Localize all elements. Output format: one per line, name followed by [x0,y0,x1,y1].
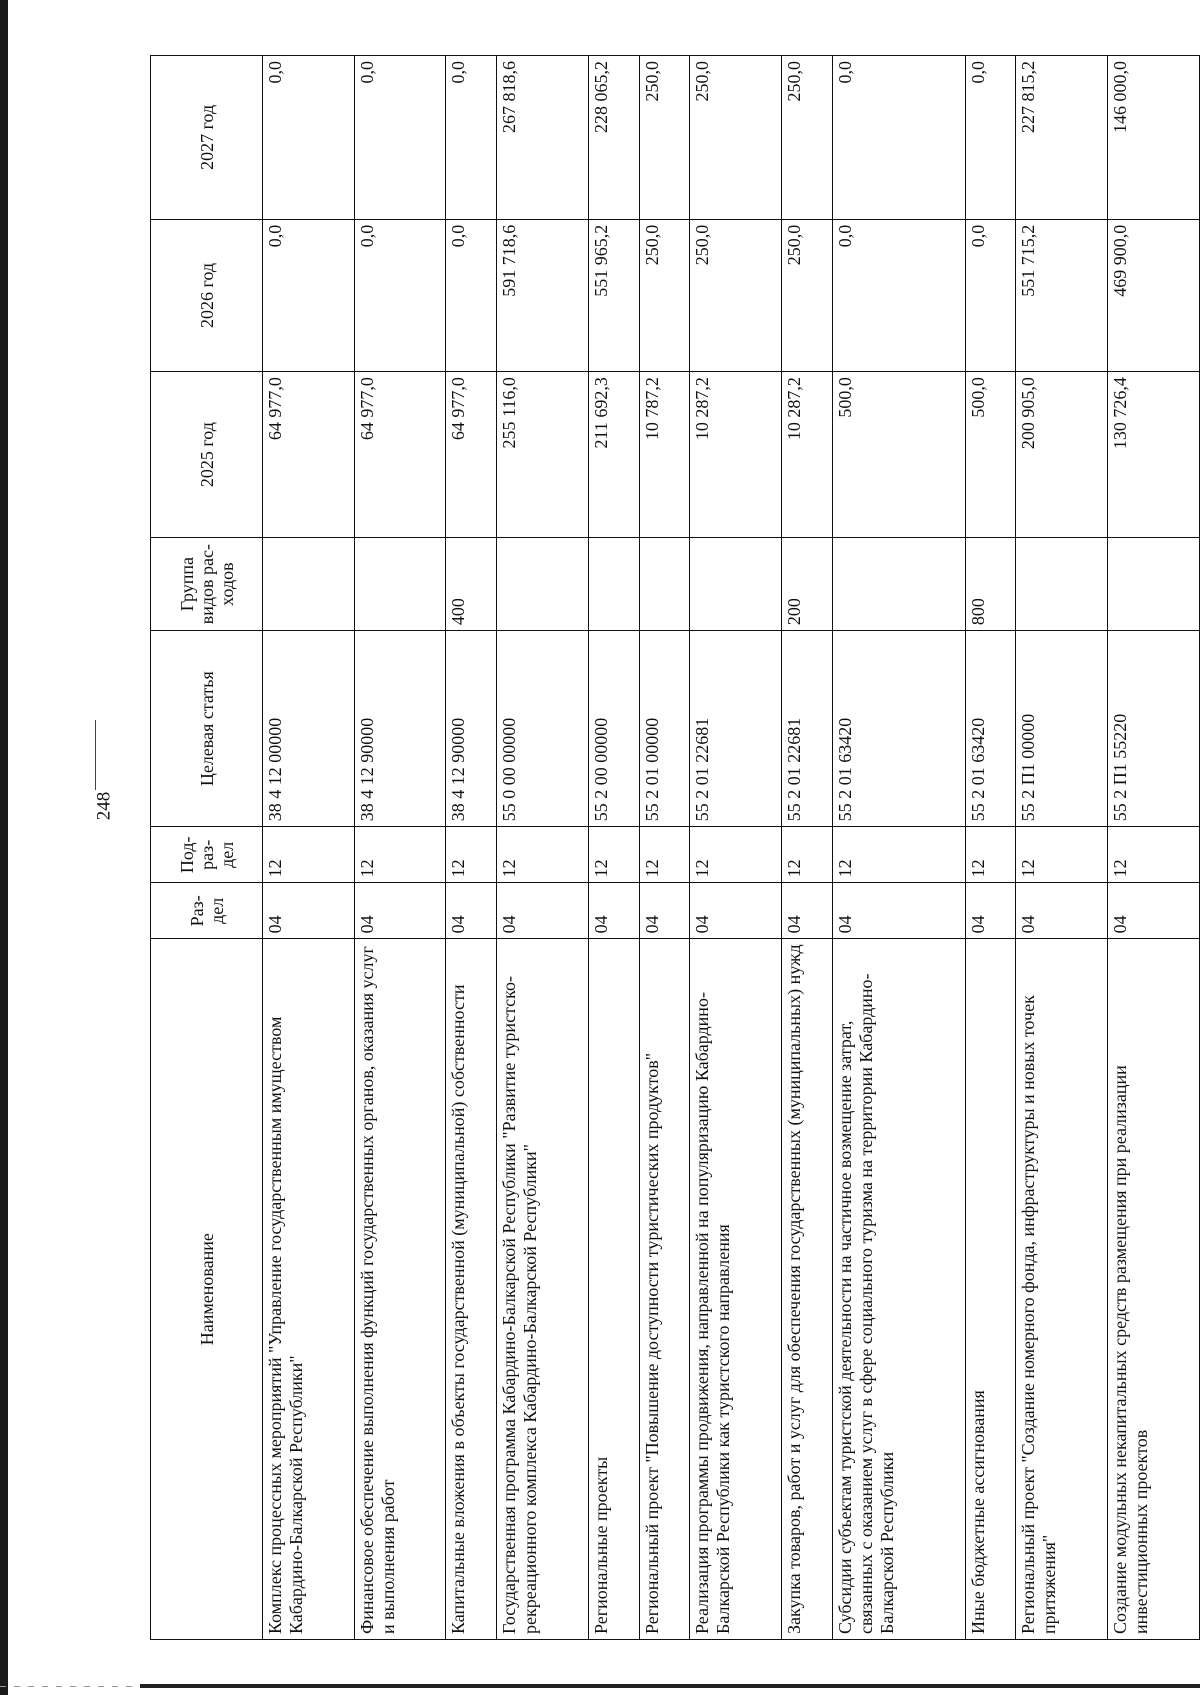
cell-2027: 146 000,0 [1108,56,1200,220]
cell-subsection: 12 [446,827,497,883]
cell-group [263,538,355,631]
budget-table [150,55,1200,1640]
header-subsection: Под-раз-дел [151,827,263,883]
table-row [965,56,1016,1640]
cell-2026: 551 965,2 [588,219,639,371]
cell-2027: 250,0 [782,56,833,220]
cell-name: Региональный проект "Повышение доступности туристических продуктов" [639,939,690,1640]
cell-2025: 255 116,0 [497,372,589,538]
cell-target: 55 2 01 22681 [690,631,782,827]
page-divider-line [95,720,96,790]
cell-subsection: 12 [832,827,965,883]
cell-name: Субсидии субъектам туристской деятельности на частичное возмещение затрат, связанных с оказанием услуг в сфере социального туризма на территории Кабардино-Балкарской Республики [832,939,965,1640]
table-row [1016,56,1108,1640]
cell-2027: 228 065,2 [588,56,639,220]
table-row [446,56,497,1640]
cell-name: Создание модульных некапитальных средств размещения при реализации инвестиционных проектов [1108,939,1200,1640]
cell-name: Финансовое обеспечение выполнения функций государственных органов, оказания услуг и выполнения работ [354,939,446,1640]
cell-2026: 0,0 [263,219,355,371]
cell-2025: 130 726,4 [1108,372,1200,538]
cell-subsection: 12 [965,827,1016,883]
cell-2027: 0,0 [263,56,355,220]
cell-target: 38 4 12 90000 [354,631,446,827]
cell-subsection: 12 [354,827,446,883]
header-target: Целевая статья [151,631,263,827]
cell-section: 04 [1108,883,1200,939]
cell-2027: 0,0 [965,56,1016,220]
cell-2026: 0,0 [965,219,1016,371]
table-header-row [151,56,263,1640]
cell-2025: 64 977,0 [354,372,446,538]
cell-group: 200 [782,538,833,631]
cell-section: 04 [832,883,965,939]
cell-2025: 10 287,2 [690,372,782,538]
cell-target: 55 2 01 22681 [782,631,833,827]
cell-subsection: 12 [263,827,355,883]
cell-name: Государственная программа Кабардино-Балкарской Республики "Развитие туристско-рекреационного комплекса Кабардино-Балкарской Республики" [497,939,589,1640]
table-row [1108,56,1200,1640]
cell-section: 04 [446,883,497,939]
table-row [832,56,965,1640]
cell-group [690,538,782,631]
table-row [263,56,355,1640]
table-row [497,56,589,1640]
cell-target: 55 2 01 00000 [639,631,690,827]
cell-subsection: 12 [588,827,639,883]
cell-section: 04 [588,883,639,939]
cell-section: 04 [690,883,782,939]
cell-2025: 500,0 [832,372,965,538]
cell-group [1108,538,1200,631]
cell-2026: 250,0 [639,219,690,371]
header-2026: 2026 год [151,219,263,371]
cell-section: 04 [1016,883,1108,939]
cell-name: Комплекс процессных мероприятий "Управление государственным имуществом Кабардино-Балкарской Республики" [263,939,355,1640]
cell-2026: 591 718,6 [497,219,589,371]
cell-name: Реализация программы продвижения, направленной на популяризацию Кабардино-Балкарской Республики как туристского направления [690,939,782,1640]
budget-table-container [150,55,1200,1640]
scan-bottom-edge [140,1684,1200,1688]
cell-group [497,538,589,631]
table-row [690,56,782,1640]
cell-2027: 0,0 [354,56,446,220]
cell-target: 55 2 00 00000 [588,631,639,827]
cell-subsection: 12 [497,827,589,883]
cell-subsection: 12 [639,827,690,883]
cell-2025: 64 977,0 [446,372,497,538]
cell-2027: 0,0 [446,56,497,220]
cell-2025: 10 787,2 [639,372,690,538]
header-section: Раз-дел [151,883,263,939]
cell-2025: 64 977,0 [263,372,355,538]
cell-name: Закупка товаров, работ и услуг для обеспечения государственных (муниципальных) нужд [782,939,833,1640]
cell-2027: 227 815,2 [1016,56,1108,220]
cell-2025: 200 905,0 [1016,372,1108,538]
cell-name: Капитальные вложения в объекты государственной (муниципальной) собственности [446,939,497,1640]
cell-2025: 10 287,2 [782,372,833,538]
header-2025: 2025 год [151,372,263,538]
cell-2026: 250,0 [690,219,782,371]
cell-target: 55 2 П1 00000 [1016,631,1108,827]
cell-group [1016,538,1108,631]
cell-target: 55 2 01 63420 [832,631,965,827]
cell-name: Региональные проекты [588,939,639,1640]
page-number: 248 [93,791,115,821]
cell-subsection: 12 [690,827,782,883]
cell-subsection: 12 [1108,827,1200,883]
cell-2026: 250,0 [782,219,833,371]
cell-subsection: 12 [782,827,833,883]
cell-group [354,538,446,631]
cell-group: 400 [446,538,497,631]
table-body [263,56,1200,1640]
cell-2026: 551 715,2 [1016,219,1108,371]
header-2027: 2027 год [151,56,263,220]
cell-name: Иные бюджетные ассигнования [965,939,1016,1640]
cell-2027: 250,0 [639,56,690,220]
cell-group [639,538,690,631]
cell-section: 04 [497,883,589,939]
cell-group [588,538,639,631]
cell-group [832,538,965,631]
header-name: Наименование [151,939,263,1640]
cell-target: 55 2 П1 55220 [1108,631,1200,827]
cell-2027: 267 818,6 [497,56,589,220]
table-row [354,56,446,1640]
table-row [639,56,690,1640]
cell-target: 55 2 01 63420 [965,631,1016,827]
cell-subsection: 12 [1016,827,1108,883]
cell-target: 55 0 00 00000 [497,631,589,827]
cell-2027: 0,0 [832,56,965,220]
cell-section: 04 [782,883,833,939]
cell-2027: 250,0 [690,56,782,220]
cell-2025: 500,0 [965,372,1016,538]
cell-2025: 211 692,3 [588,372,639,538]
cell-section: 04 [639,883,690,939]
cell-group: 800 [965,538,1016,631]
cell-target: 38 4 12 00000 [263,631,355,827]
scan-bottom-edge-dotted [0,1686,140,1687]
header-group: Группа видов рас-ходов [151,538,263,631]
table-row [782,56,833,1640]
cell-2026: 0,0 [832,219,965,371]
cell-2026: 0,0 [354,219,446,371]
cell-section: 04 [354,883,446,939]
cell-name: Региональный проект "Создание номерного фонда, инфраструктуры и новых точек притяжения" [1016,939,1108,1640]
table-row [588,56,639,1640]
cell-target: 38 4 12 90000 [446,631,497,827]
cell-2026: 0,0 [446,219,497,371]
scan-left-edge [0,0,8,1695]
cell-section: 04 [965,883,1016,939]
cell-section: 04 [263,883,355,939]
cell-2026: 469 900,0 [1108,219,1200,371]
